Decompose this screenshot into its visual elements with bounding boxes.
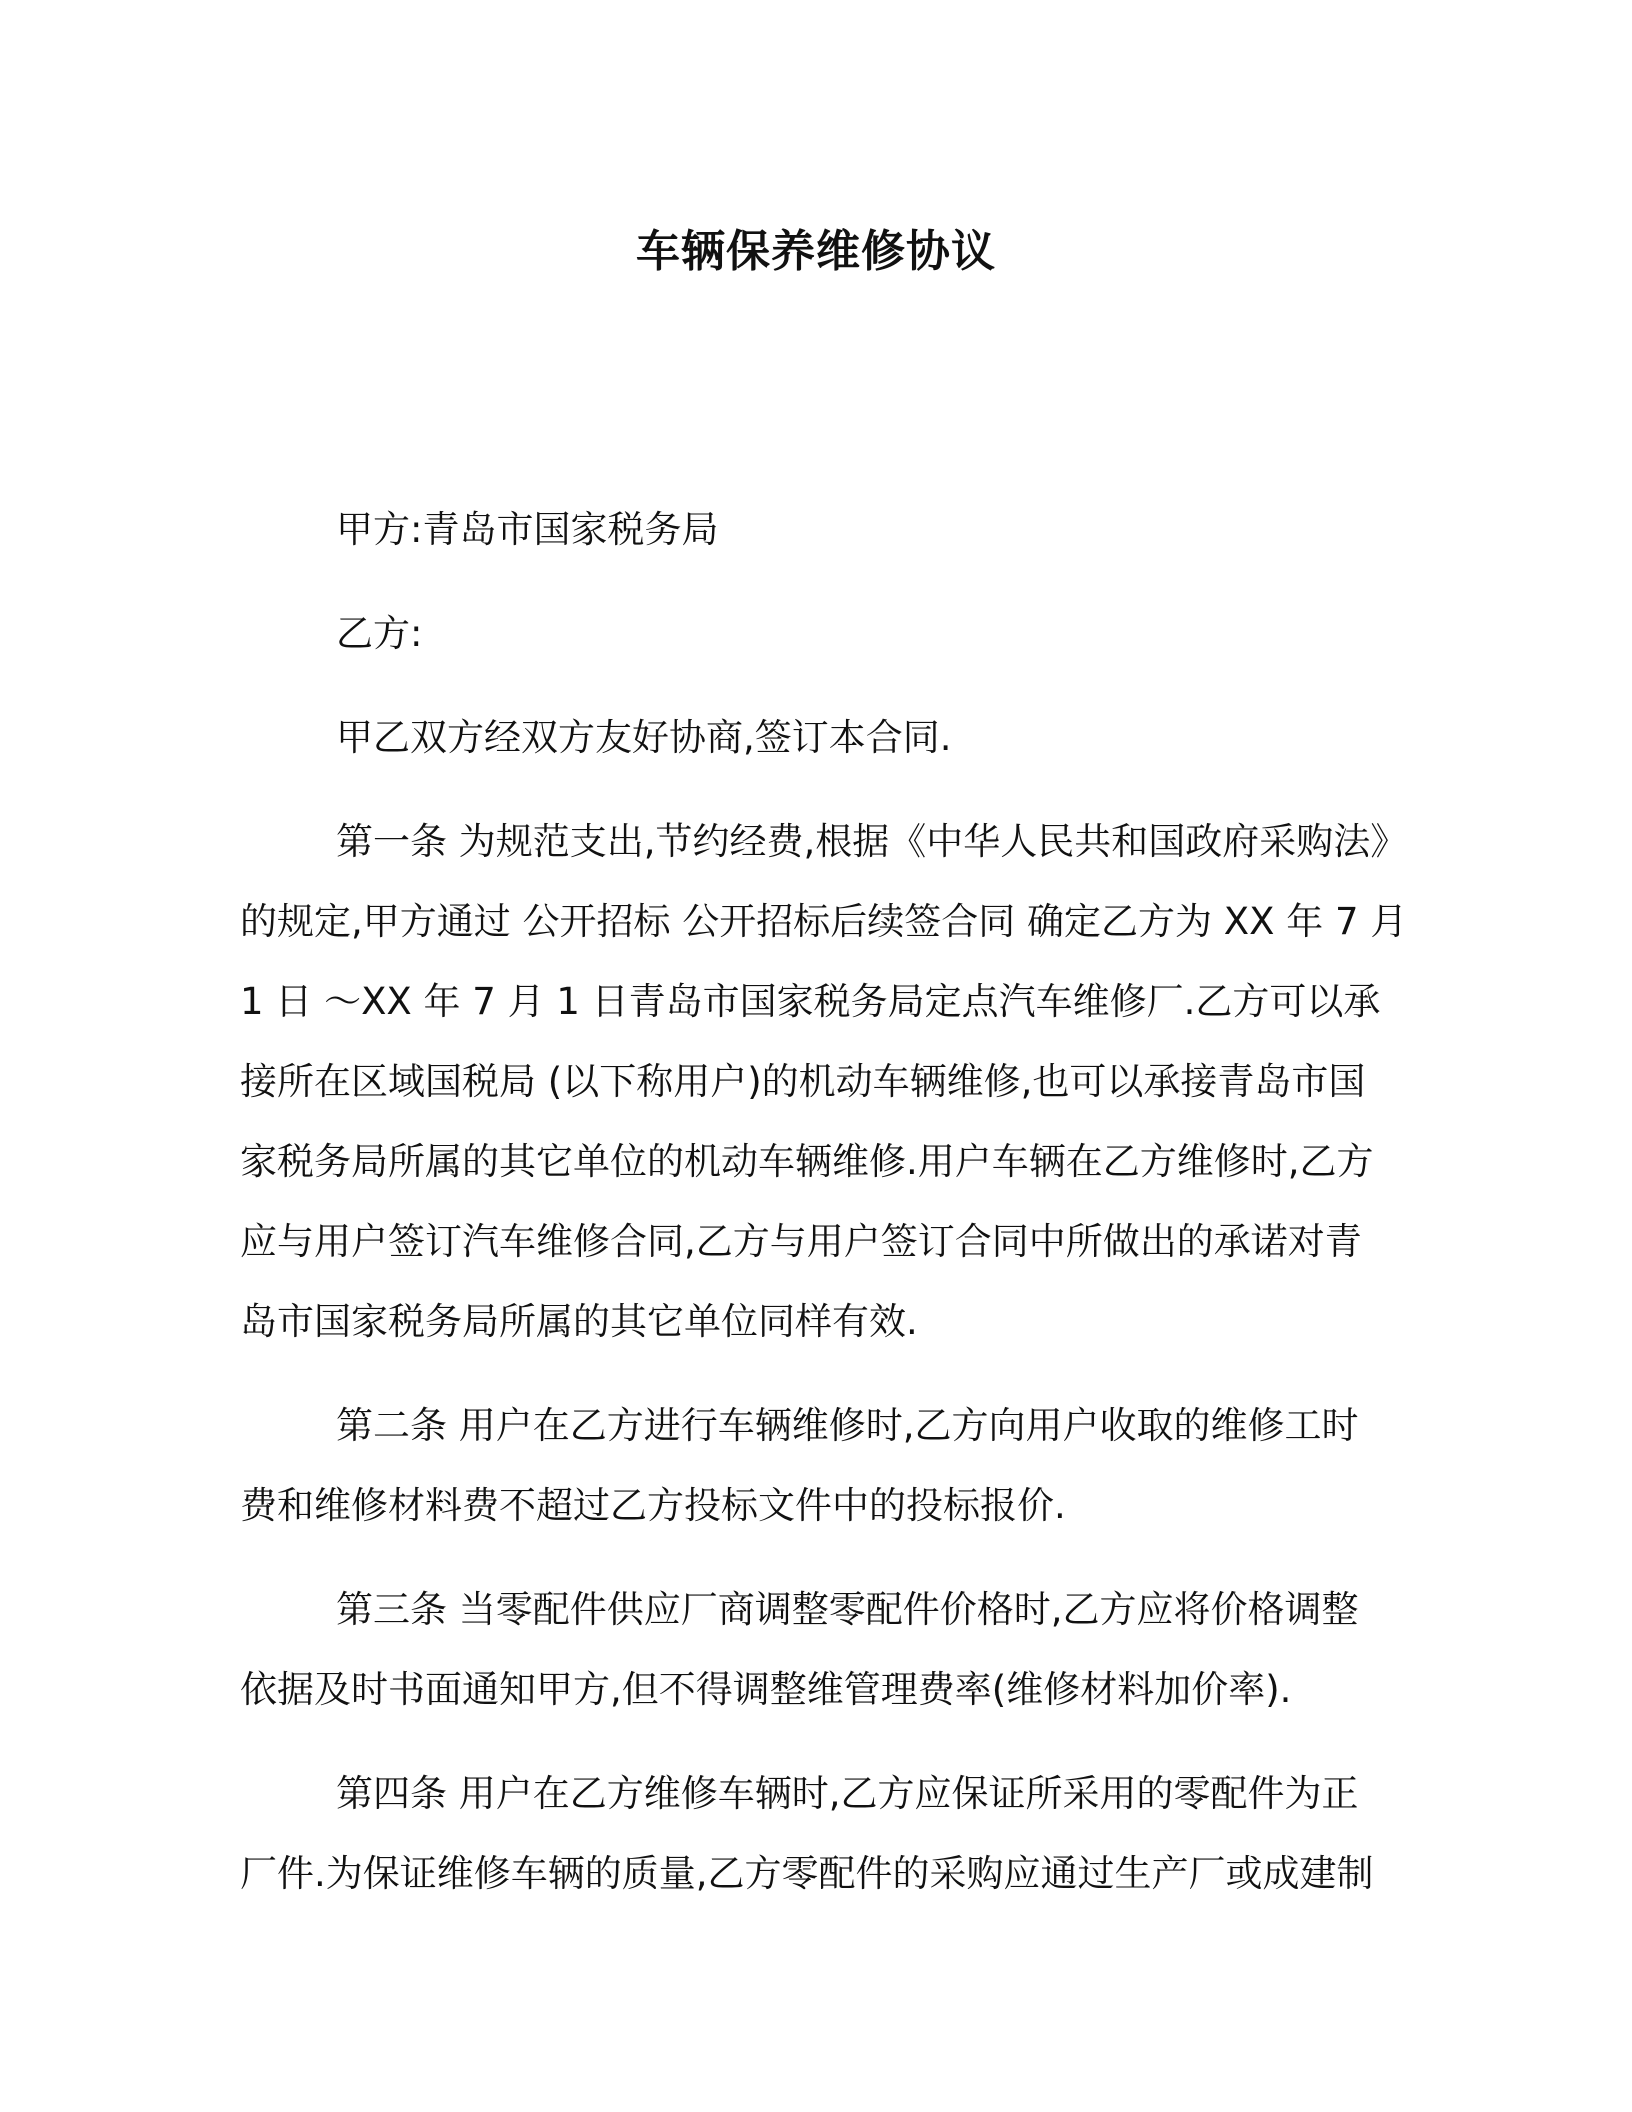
article-3-paragraph (240, 1570, 1392, 1730)
article-3-line: 第三条 当零配件供应厂商调整零配件价格时,乙方应将价格调整 (336, 1588, 1359, 1631)
article-1-line: 家税务局所属的其它单位的机动车辆维修.用户车辆在乙方维修时,乙方 (240, 1140, 1374, 1183)
article-1-line: 的规定,甲方通过 公开招标 公开招标后续签合同 确定乙方为 XX 年 7 月 (240, 900, 1408, 943)
intro-paragraph: 甲乙双方经双方友好协商,签订本合同. (336, 716, 952, 759)
article-1-line: 接所在区域国税局 (以下称用户)的机动车辆维修,也可以承接青岛市国 (240, 1060, 1366, 1103)
article-1-paragraph (240, 802, 1408, 1362)
article-2-line: 费和维修材料费不超过乙方投标文件中的投标报价. (240, 1484, 1066, 1527)
article-4-line: 第四条 用户在乙方维修车辆时,乙方应保证所采用的零配件为正 (336, 1772, 1359, 1815)
article-1-line: 第一条 为规范支出,节约经费,根据《中华人民共和国政府采购法》 (336, 820, 1408, 863)
document-body (240, 490, 1408, 1914)
article-4-line: 厂件.为保证维修车辆的质量,乙方零配件的采购应通过生产厂或成建制 (240, 1852, 1374, 1895)
party-a-line: 甲方:青岛市国家税务局 (336, 508, 719, 551)
article-2-line: 第二条 用户在乙方进行车辆维修时,乙方向用户收取的维修工时 (336, 1404, 1359, 1447)
party-b-line: 乙方: (336, 612, 423, 655)
article-4-paragraph (240, 1754, 1392, 1914)
document-title: 车辆保养维修协议 (636, 226, 996, 277)
article-1-line: 1 日 ～XX 年 7 月 1 日青岛市国家税务局定点汽车维修厂.乙方可以承 (240, 980, 1381, 1023)
article-2-paragraph (240, 1386, 1392, 1546)
article-1-line: 应与用户签订汽车维修合同,乙方与用户签订合同中所做出的承诺对青 (240, 1220, 1362, 1263)
article-3-line: 依据及时书面通知甲方,但不得调整维管理费率(维修材料加价率). (240, 1668, 1292, 1711)
article-1-line: 岛市国家税务局所属的其它单位同样有效. (240, 1300, 918, 1343)
